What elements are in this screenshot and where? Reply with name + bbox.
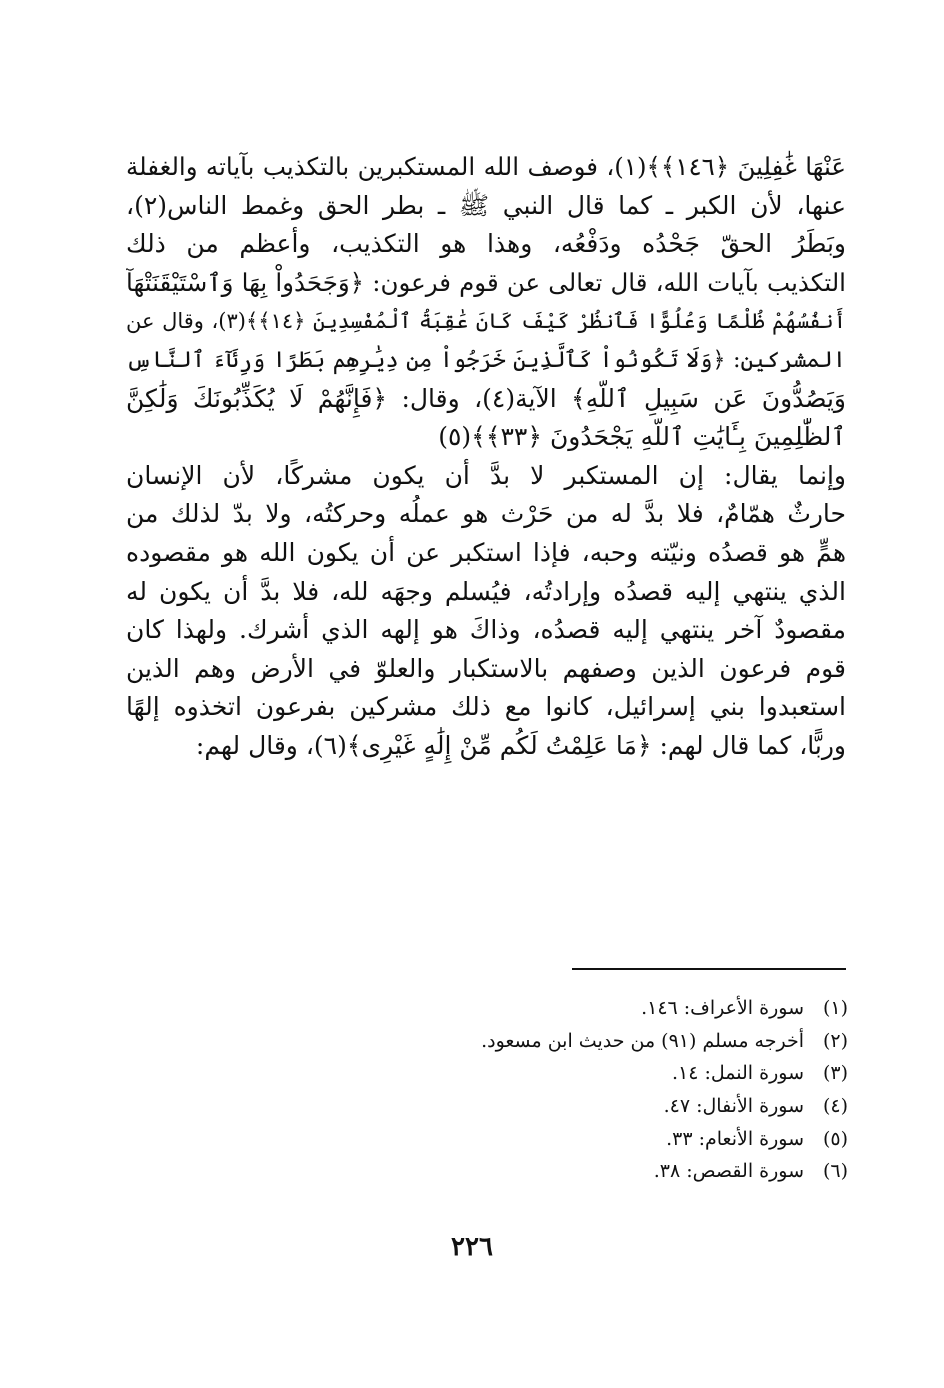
text-line: وَيَصُدُّونَ عَن سَبِيلِ ٱللَّهِ﴾ الآية(٤)، وقال: ﴿فَإِنَّهُمْ لَا يُكَذِّبُونَكَ وَلَٰكِنَّ (126, 383, 846, 413)
footnote-number: (٤) (822, 1095, 848, 1118)
footnote-text: سورة النمل: ١٤. (672, 1062, 804, 1085)
footnote-item (300, 1025, 848, 1058)
text-line: المشركين: ﴿وَلَا تَكُونُواْ كَٱلَّذِينَ خَرَجُواْ مِن دِيَٰرِهِم بَطَرًا وَرِئَآءَ ٱلنَّاسِ (126, 346, 846, 373)
text-line: أَنفُسُهُمْ ظُلْمًا وَعُلُوًّا فَٱنظُرْ كَيْفَ كَانَ عَٰقِبَةُ ٱلْمُفْسِدِينَ ﴿١٤﴾﴾(٣)، وقال عن (126, 309, 846, 334)
footnote-text: سورة الأنعام: ٣٣. (666, 1127, 804, 1150)
footnote-number: (٦) (822, 1160, 848, 1183)
text-line: وإنما يقال: إن المستكبر لا بدَّ أن يكون مشركًا، لأن الإنسان (126, 460, 846, 490)
text-line: مقصودٌ آخر ينتهي إليه قصدُه، وذاكَ هو إلهه الذي أشرك. ولهذا كان (126, 615, 846, 645)
text-line: وربًّا، كما قال لهم: ﴿مَا عَلِمْتُ لَكُم مِّنْ إِلَٰهٍ غَيْرِى﴾(٦)، وقال لهم: (195, 730, 846, 760)
footnote-text: سورة الأنفال: ٤٧. (663, 1095, 804, 1118)
footnote-text: سورة القصص: ٣٨. (653, 1160, 804, 1183)
footnotes (300, 992, 848, 1188)
text-line: ٱلظَّٰلِمِينَ بِـَٔايَٰتِ ٱللَّهِ يَجْحَدُونَ ﴿٣٣﴾﴾(٥) (438, 422, 846, 452)
text-line: قوم فرعون الذين وصفهم بالاستكبار والعلوّ في الأرض وهم الذين (126, 653, 846, 683)
text-line: حارثٌ همّامٌ، فلا بدَّ له من حَرْث هو عملُه وحركتُه، ولا بدّ لذلك من (126, 499, 846, 529)
footnote-divider (572, 968, 846, 970)
footnote-number: (٥) (822, 1127, 848, 1150)
text-line: همٍّ هو قصدُه ونيّته وحبه، فإذا استكبر عن أن يكون الله هو مقصوده (126, 537, 846, 567)
text-line: وبَطَرُ الحقّ جَحْدُه ودَفْعُه، وهذا هو التكذيب، وأعظم من ذلك (126, 229, 846, 259)
footnote-number: (٢) (822, 1029, 848, 1052)
footnote-text: سورة الأعراف: ١٤٦. (641, 997, 804, 1019)
page-number: ٢٢٦ (451, 1232, 493, 1262)
text-line: التكذيب بآيات الله، قال تعالى عن قوم فرعون: ﴿وَجَحَدُواْ بِهَا وَٱسْتَيْقَنَتْهَآ (126, 267, 846, 297)
text-line: عَنْهَا غَٰفِلِينَ ﴿١٤٦﴾﴾(١)، فوصف الله المستكبرين بالتكذيب بآياته والغفلة (126, 152, 846, 181)
footnote-number: (١) (822, 997, 848, 1019)
footnote-item (300, 1123, 848, 1156)
footnote-item (300, 1155, 848, 1188)
footnote-item (300, 1057, 848, 1090)
footnote-item (300, 1090, 848, 1123)
footnote-number: (٣) (822, 1062, 848, 1085)
text-line: عنها، لأن الكبر ـ كما قال النبي ﷺ ـ بطر الحق وغمط الناس(٢)، (126, 190, 846, 220)
footnote-text: أخرجه مسلم (٩١) من حديث ابن مسعود. (481, 1029, 804, 1052)
footnote-item (300, 992, 848, 1025)
text-line: الذي ينتهي إليه قصدُه وإرادتُه، فيُسلم وجهَه لله، فلا بدَّ أن يكون له (126, 576, 846, 606)
text-line: استعبدوا بني إسرائيل، كانوا مع ذلك مشركين بفرعون اتخذوه إلهًا (126, 692, 846, 722)
main-text (126, 148, 846, 766)
